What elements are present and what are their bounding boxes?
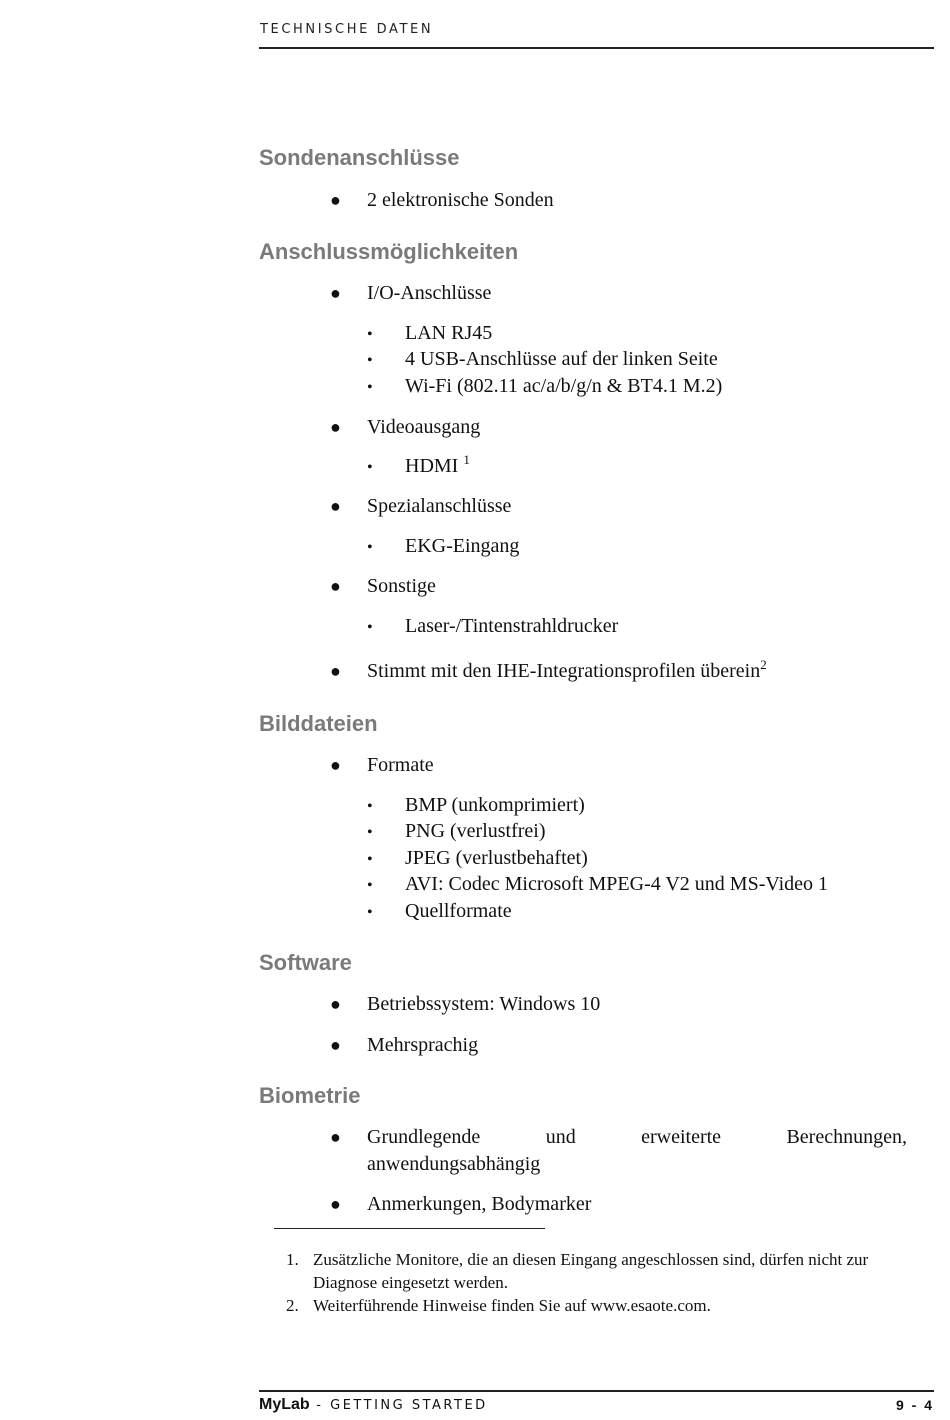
bullet-icon: • xyxy=(367,379,373,396)
bullet-icon: ● xyxy=(330,1127,341,1147)
list-item-continuation: anwendungsabhängig xyxy=(367,1153,541,1175)
bullet-icon: • xyxy=(367,798,373,815)
sub-list-item: • BMP (unkomprimiert) xyxy=(367,794,585,816)
sub-list-item: • HDMI $^1$ xyxy=(367,452,470,477)
sub-list-item: • LAN RJ45 xyxy=(367,322,493,344)
bullet-icon: ● xyxy=(330,661,341,681)
section-title-software: Software xyxy=(259,950,352,975)
bullet-icon: • xyxy=(367,619,373,636)
list-item: ● Betriebssystem: Windows 10 xyxy=(330,993,601,1015)
footnote-ref: 1 xyxy=(463,452,470,467)
footnote: 1. Zusätzliche Monitore, die an diesen Eingang angeschlossen sind, dürfen nicht zur Diagnose eingesetzt werden. xyxy=(286,1250,869,1292)
section-title-bilddateien: Bilddateien xyxy=(259,711,378,736)
list-item: ● Anmerkungen, Bodymarker xyxy=(330,1193,592,1215)
list-item: ● 2 elektronische Sonden xyxy=(330,189,554,211)
list-item: ● I/O-Anschlüsse xyxy=(330,282,492,304)
bullet-icon: • xyxy=(367,539,373,556)
page-number: 9 - 4 xyxy=(895,1397,934,1413)
bullet-icon: • xyxy=(367,904,373,921)
footnote-ref: 2 xyxy=(760,657,767,672)
list-item: ● Stimmt mit den IHE-Integrationsprofilen überein$^2$ xyxy=(330,657,767,682)
bullet-icon: ● xyxy=(330,994,341,1014)
list-item: ● Sonstige xyxy=(330,575,436,597)
bullet-icon: • xyxy=(367,824,373,841)
header-rule xyxy=(259,47,934,49)
bullet-icon: ● xyxy=(330,283,341,303)
list-item: ● Mehrsprachig xyxy=(330,1034,479,1056)
bullet-icon: • xyxy=(367,459,373,476)
sub-list-item: • 4 USB-Anschlüsse auf der linken Seite xyxy=(367,348,718,370)
sub-list-item: • AVI: Codec Microsoft MPEG-4 V2 und MS-Video 1 xyxy=(367,873,829,895)
bullet-icon: ● xyxy=(330,417,341,437)
sub-list-item: • Wi-Fi (802.11 ac/a/b/g/n & BT4.1 M.2) xyxy=(367,375,723,397)
running-header: TECHNISCHE DATEN xyxy=(260,22,434,37)
bullet-icon: ● xyxy=(330,496,341,516)
bullet-icon: • xyxy=(367,851,373,868)
bullet-icon: ● xyxy=(330,576,341,596)
sub-list-item: • Quellformate xyxy=(367,900,512,922)
sub-list-item: • EKG-Eingang xyxy=(367,535,520,557)
bullet-icon: • xyxy=(367,352,373,369)
footnote: 2. Weiterführende Hinweise finden Sie auf www.esaote.com. xyxy=(286,1296,711,1315)
list-item: ● Videoausgang xyxy=(330,416,481,438)
list-item-justified: Grundlegende und erweiterte Berechnungen, xyxy=(367,1126,907,1148)
bullet-icon: ● xyxy=(330,190,341,210)
section-title-biometrie: Biometrie xyxy=(259,1083,361,1108)
bullet-icon: ● xyxy=(330,1194,341,1214)
brand-name: MyLab xyxy=(259,1396,310,1413)
list-item: ● Formate xyxy=(330,754,434,776)
footnote-rule xyxy=(274,1228,545,1229)
sub-list-item: • JPEG (verlustbehaftet) xyxy=(367,847,588,869)
sub-list-item: • PNG (verlustfrei) xyxy=(367,820,546,842)
bullet-icon: ● xyxy=(330,755,341,775)
list-item: ● Spezialanschlüsse xyxy=(330,495,512,517)
footer-title: MyLab - GETTING STARTED xyxy=(259,1396,488,1413)
section-title-sonden: Sondenanschlüsse xyxy=(259,145,460,170)
section-title-anschluss: Anschlussmöglichkeiten xyxy=(259,239,519,264)
bullet-icon: • xyxy=(367,326,373,343)
bullet-icon: ● xyxy=(330,1035,341,1055)
footer-subtitle: GETTING STARTED xyxy=(330,1398,488,1413)
bullet-icon: • xyxy=(367,877,373,894)
footer-rule xyxy=(259,1390,934,1392)
sub-list-item: • Laser-/Tintenstrahldrucker xyxy=(367,615,619,637)
